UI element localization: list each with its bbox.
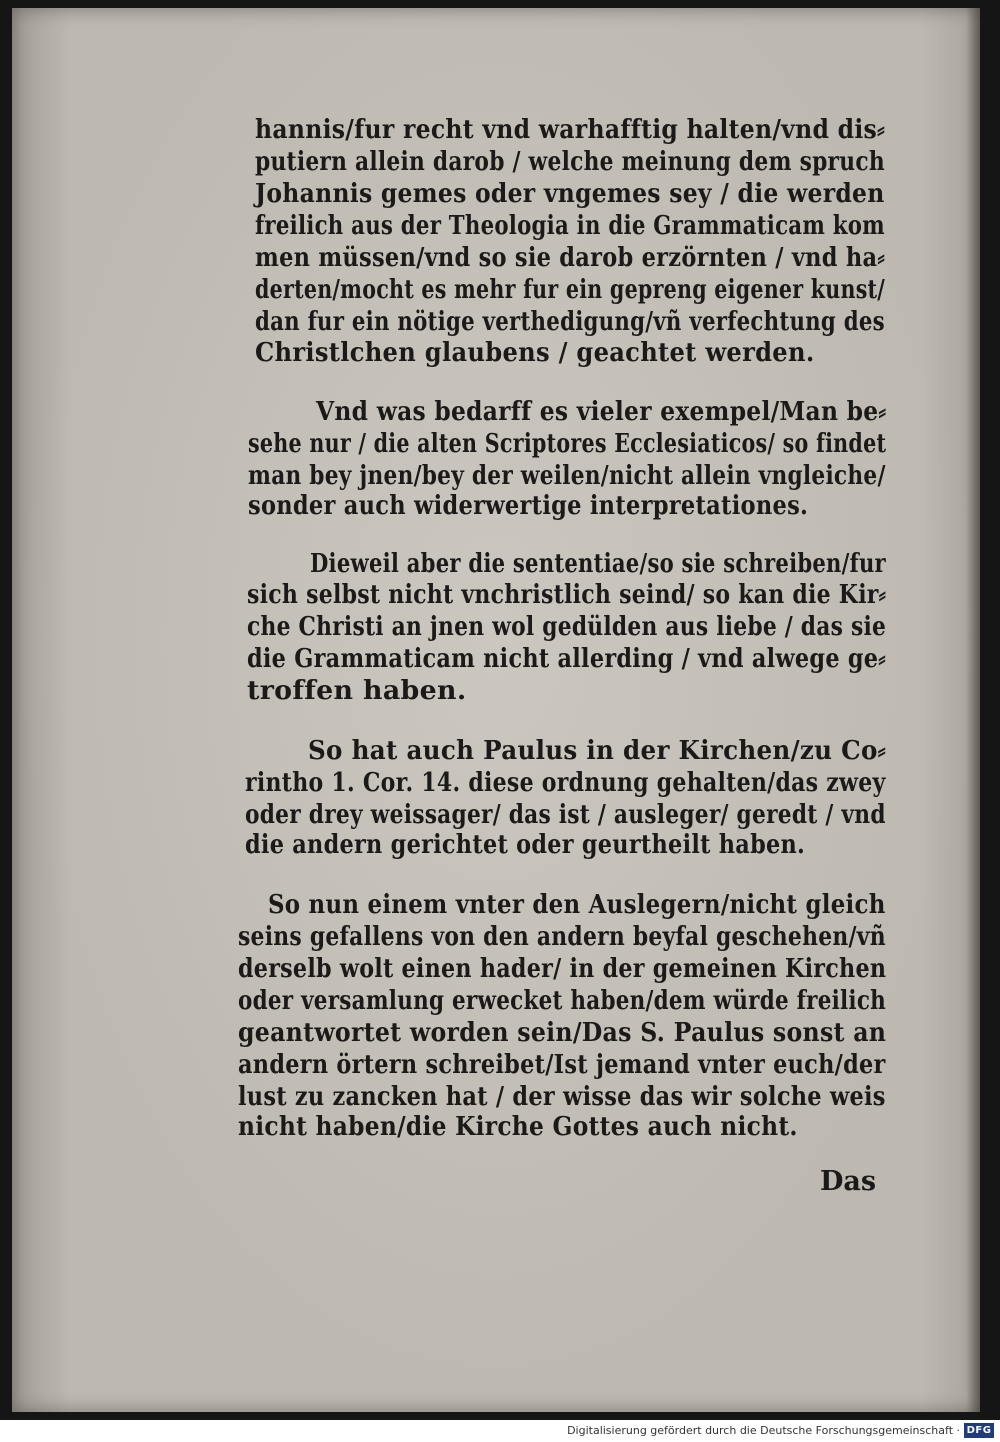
text-line-28: lust zu zancken hat / der wisse das wir solche weis (238, 1082, 886, 1112)
text-line-26: geantwortet worden sein/Das S. Paulus sonst an (238, 1018, 887, 1048)
text-line-25: oder versamlung erwecket haben/dem würde freilich (238, 986, 887, 1016)
text-line-1: hannis/fur recht vnd warhafftig halten/vnd dis⸗ (255, 115, 886, 145)
text-line-15: che Christi an jnen wol gedülden aus liebe / das sie (247, 612, 887, 642)
text-line-3: Johannis gemes oder vngemes sey / die werden (255, 179, 885, 209)
text-line-8: Christlchen glaubens / geachtet werden. (255, 338, 815, 368)
text-line-7: dan fur ein nötige verthedigung/vñ verfechtung des (255, 307, 885, 337)
text-line-21: die andern gerichtet oder geurtheilt haben. (245, 830, 806, 860)
text-line-13: Dieweil aber die sententiae/so sie schreiben/fur (310, 549, 886, 579)
text-line-16: die Grammaticam nicht allerding / vnd alwege ge⸗ (247, 644, 887, 674)
funding-notice: Digitalisierung gefördert durch die Deutsche Forschungsgemeinschaft · (567, 1424, 960, 1437)
text-block (12, 8, 980, 1412)
footer-bar (0, 1420, 1000, 1442)
text-line-24: derselb wolt einen hader/ in der gemeinen Kirchen (238, 954, 887, 984)
text-line-12: sonder auch widerwertige interpretationes. (248, 491, 809, 521)
text-line-19: rintho 1. Cor. 14. diese ordnung gehalten/das zwey (245, 768, 886, 798)
text-line-6: derten/mocht es mehr fur ein gepreng eigener kunst/ (255, 275, 886, 305)
text-line-27: andern örtern schreibet/Ist jemand vnter euch/der (238, 1050, 886, 1080)
text-line-29: nicht haben/die Kirche Gottes auch nicht. (238, 1112, 798, 1142)
text-line-11: man bey jnen/bey der weilen/nicht allein vngleiche/ (248, 461, 886, 491)
text-line-18: So hat auch Paulus in der Kirchen/zu Co⸗ (308, 736, 887, 766)
text-line-5: men müssen/vnd so sie darob erzörnten / vnd ha⸗ (255, 243, 886, 273)
text-line-14: sich selbst nicht vnchristlich seind/ so kan die Kir⸗ (247, 580, 887, 610)
text-line-10: sehe nur / die alten Scriptores Ecclesiaticos/ so findet (248, 429, 887, 459)
text-line-4: freilich aus der Theologia in die Grammaticam kom (255, 211, 885, 241)
text-line-2: putiern allein darob / welche meinung dem spruch (255, 147, 885, 177)
text-line-22: So nun einem vnter den Auslegern/nicht gleich (268, 890, 886, 920)
text-line-17: troffen haben. (247, 676, 467, 706)
dfg-logo-badge: DFG (964, 1423, 994, 1438)
text-line-9: Vnd was bedarff es vieler exempel/Man be⸗ (316, 397, 887, 427)
catchword: Das (820, 1166, 877, 1197)
text-line-23: seins gefallens von den andern beyfal geschehen/vñ (238, 922, 886, 952)
text-line-20: oder drey weissager/ das ist / ausleger/ geredt / vnd (245, 800, 886, 830)
book-page (12, 8, 980, 1412)
